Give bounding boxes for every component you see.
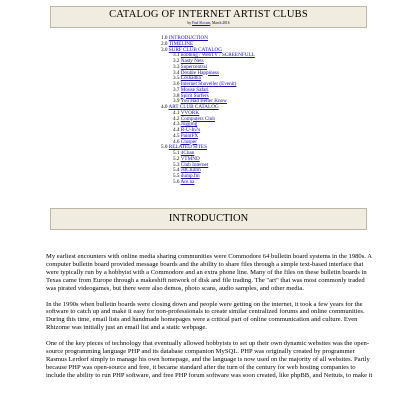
toc-number: 4.0 [161,104,168,110]
toc-number: 3.9 [173,98,180,105]
toc-number: 5.3 [173,161,180,168]
header-box [50,6,367,28]
toc-number: 5.0 [161,144,168,151]
toc-link[interactable]: RELATED SITES [168,144,207,151]
toc-link[interactable]: INTRODUCTION [168,35,208,41]
toc-link[interactable]: Supercentral [180,63,207,70]
toc-link[interactable]: Spirit Surfers [180,92,209,99]
byline [51,21,366,25]
author-link[interactable]: Paul Slocum [191,21,211,25]
toc-link[interactable]: Jogging [180,121,198,128]
toc-number: 3.3 [173,63,180,70]
toc-link[interactable]: VTMND [180,155,200,162]
toc-number: 4.4 [173,127,180,133]
toc-link[interactable]: Loshadka [180,75,201,82]
toc-link[interactable]: Mouse Safari [180,86,209,93]
toc-link[interactable]: Nasty Nets [180,58,204,64]
toc-number: 5.5 [173,173,180,179]
section-header-box [50,208,367,230]
toc-number: 3.0 [161,46,168,53]
toc-link[interactable]: Are.na [180,178,195,185]
toc-number: 3.2 [173,58,180,64]
toc-link[interactable]: nobbing / WebTV / SCREENFULL [180,52,255,59]
toc-number: 5.4 [173,167,180,174]
intro-content [46,253,376,388]
toc-subitem [161,180,311,186]
toc-number: 2.0 [161,40,168,47]
toc-number: 3.5 [173,75,180,82]
table-of-contents [161,36,311,186]
toc-number: 4.6 [173,138,180,145]
toc-number: 1.0 [161,35,168,41]
toc-link[interactable]: Internet Shoveller (Evenit) [180,81,237,87]
toc-link[interactable]: 4Chan [180,150,195,156]
toc-number: 4.1 [173,109,180,116]
toc-link[interactable]: Club Internet [180,161,209,168]
toc-link[interactable]: PaintFX [180,132,199,139]
toc-number: 3.6 [173,81,180,87]
toc-link[interactable]: You Had Better Know [180,98,227,105]
toc-link[interactable]: ART CLUB CATALOG [168,104,219,110]
paragraph: One of the key pieces of technology that eventually allowed hobbyists to set up their own dynamic websites was the open-source programming language PHP and its database companion MySQL. PHP was originally created by programmer Rasmus Lerdorf simply to manage his own homepage, and the language is now used on the majority of all websites. Partly because PHP was open-source and free, it became standard after the turn of the century for web hosting companies to include the ability to run PHP software, and free PHP forum software was soon created, like phpBB, and Nettuts, to make it [46,340,373,379]
toc-number: 5.2 [173,155,180,162]
toc-number: 3.4 [173,69,180,76]
toc-link[interactable]: R-U-In?s [180,127,201,133]
toc-link[interactable]: JstChillin [180,167,201,174]
toc-number: 3.8 [173,92,180,99]
page-title: CATALOG OF INTERNET ARTIST CLUBS [109,9,308,20]
toc-number: 3.7 [173,86,180,93]
section-title: INTRODUCTION [168,213,249,224]
byline-date: , March 2016 [210,21,230,25]
toc-link[interactable]: Computers Club [180,115,215,122]
toc-link[interactable]: dump.fm [180,173,200,179]
toc-link[interactable]: Double Happiness [180,69,219,76]
toc-link[interactable]: TIMELINE [168,40,194,47]
paragraph: My earliest encounters with online media sharing communities were Commodore 64 bulletin board systems in the 1980s. A computer bulletin board provided message boards and the ability to share files through a simple text-based interface that were typically run by a hobbyist with a Commodore and an extra phone line. Many of the files on these bulletin boards in Texas came from Europe through a makeshift network of disk and file trading. The "art" that was most commonly traded was pirated videogames, but there were also demos, photo scans, audio samples, and other media. [46,253,372,292]
toc-number: 4.2 [173,115,180,122]
toc-link[interactable]: VVORK [180,109,200,116]
toc-number: 4.5 [173,132,180,139]
byline-prefix: by [187,21,192,25]
toc-number: 5.1 [173,150,180,156]
toc-link[interactable]: Clusper [180,138,197,145]
paragraph: In the 1990s when bulletin boards were closing down and people were getting on the internet, it took a few years for the software to catch up and make it easy for non-professionals to create similar centralized forums and online communities. During this time, email lists and handmade homepages were a critical part of online communication and culture. Even Rhizome was initially just an email list and a static webpage. [46,300,365,332]
toc-number: 3.1 [173,52,180,59]
toc-link[interactable]: SURF CLUB CATALOG [168,46,222,53]
toc-number: 5.6 [173,178,180,185]
toc-number: 4.3 [173,121,180,128]
